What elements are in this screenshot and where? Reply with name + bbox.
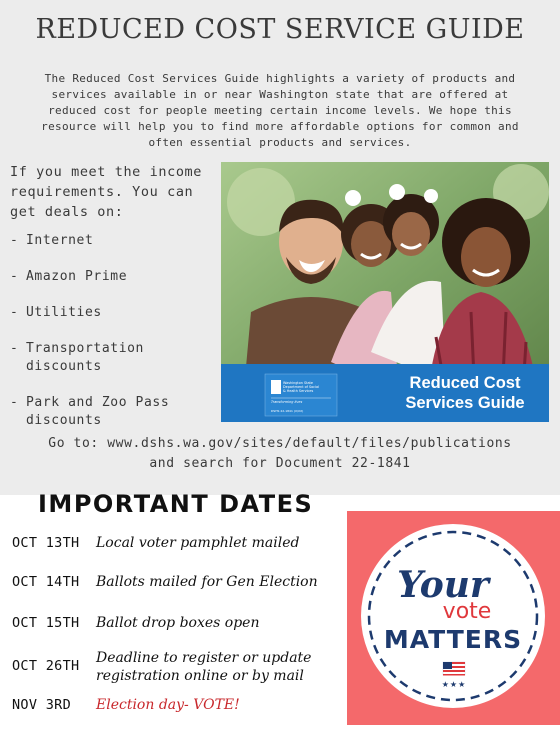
date-label: OCT 13TH <box>12 535 80 551</box>
list-item <box>10 394 200 430</box>
vote-word: vote <box>442 599 492 624</box>
list-dash: - <box>10 395 19 410</box>
date-label: NOV 3RD <box>12 697 71 713</box>
list-dash: - <box>10 341 19 356</box>
date-label: OCT 14TH <box>12 574 80 590</box>
logo-text: Washington State <box>283 381 313 385</box>
flag-icon <box>443 662 465 676</box>
date-label: OCT 15TH <box>12 615 80 631</box>
vote-badge-graphic <box>347 511 560 725</box>
date-label: OCT 26TH <box>12 658 80 674</box>
dshs-logo-icon <box>271 380 281 394</box>
list-item-label: Utilities <box>26 305 102 320</box>
intro-paragraph: The Reduced Cost Services Guide highlights a variety of products and services available in or near Washington state that are offered at reduced cost for people meeting certain income levels. We hope this resource will help you to find more affordable options for common and often essential products and services. <box>41 72 519 149</box>
list-item-label: Amazon Prime <box>26 269 128 284</box>
logo-tagline: Transforming lives <box>271 400 303 404</box>
list-item <box>10 304 220 322</box>
matters-word: MATTERS <box>383 625 523 654</box>
list-item-label: Park and Zoo Pass discounts <box>26 395 170 428</box>
list-item <box>10 268 220 286</box>
date-event: Ballot drop boxes open <box>96 615 260 631</box>
date-event: Deadline to register or update registration online or by mail <box>96 650 312 684</box>
doc-number: DSHS 22-1841 (X/XX) <box>271 409 304 413</box>
date-event: Ballots mailed for Gen Election <box>96 574 318 590</box>
page-title: REDUCED COST SERVICE GUIDE <box>35 14 525 45</box>
list-item <box>10 232 220 250</box>
date-event: Local voter pamphlet mailed <box>96 535 300 551</box>
document-search-text: and search for Document 22-1841 <box>149 456 411 471</box>
list-dash: - <box>10 305 19 320</box>
important-dates-heading: IMPORTANT DATES <box>38 490 314 518</box>
list-item-label: Transportation discounts <box>26 341 144 374</box>
list-item <box>10 340 180 376</box>
guide-title: Services Guide <box>405 394 525 412</box>
website-instructions <box>0 434 560 474</box>
logo-text: Department of Social <box>283 385 319 389</box>
your-word: Your <box>397 564 489 606</box>
your-vote-matters-badge <box>347 511 560 725</box>
guide-cover-image <box>221 162 549 422</box>
date-event: Election day- VOTE! <box>96 697 240 713</box>
logo-text: & Health Services <box>283 389 314 393</box>
income-requirements-text: If you meet the income requirements. You can get deals on: <box>10 164 203 220</box>
list-dash: - <box>10 233 19 248</box>
website-url: Go to: www.dshs.wa.gov/sites/default/files/publications <box>48 436 512 451</box>
family-photo <box>221 162 549 422</box>
stars-icon: ★★★ <box>441 680 467 689</box>
list-dash: - <box>10 269 19 284</box>
list-item-label: Internet <box>26 233 94 248</box>
guide-title: Reduced Cost <box>409 374 521 392</box>
